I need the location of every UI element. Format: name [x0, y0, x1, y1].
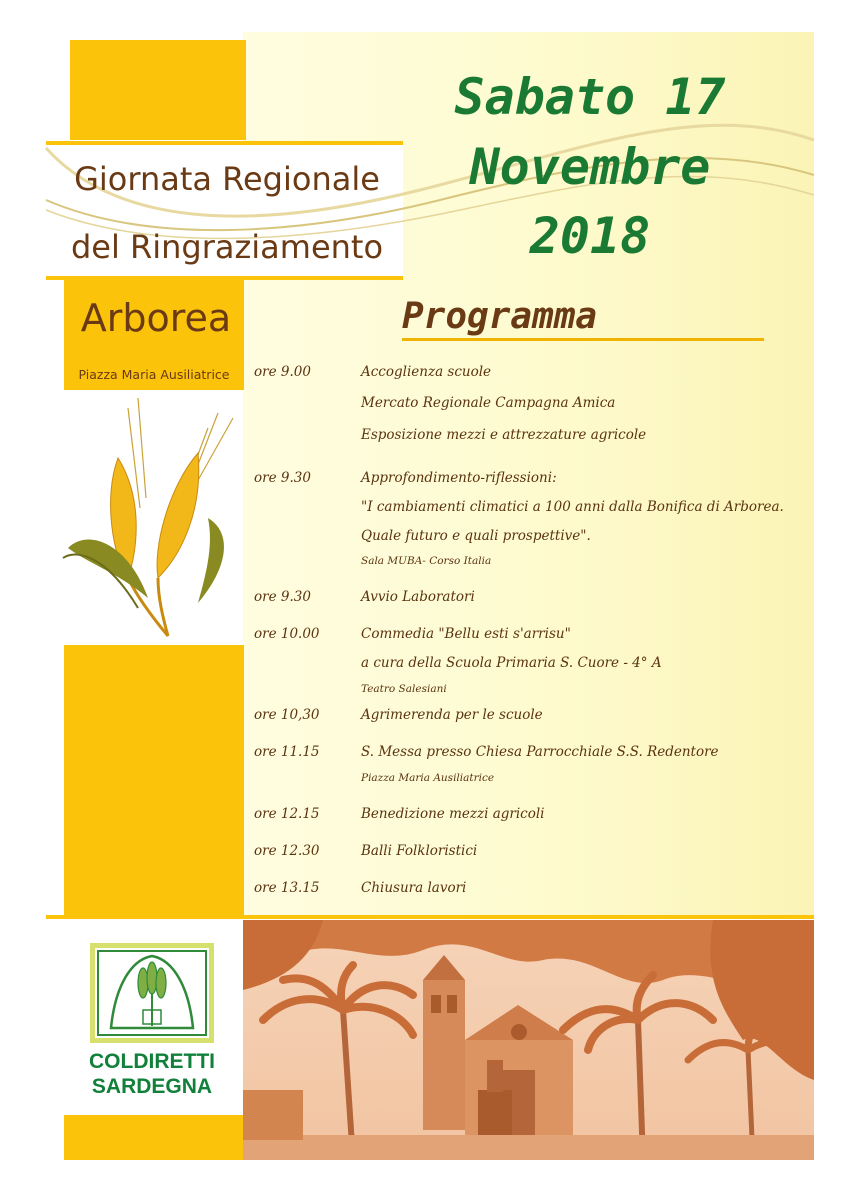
- date-line3: 2018: [529, 207, 651, 265]
- coldiretti-logo: [90, 943, 214, 1043]
- program-line: "I cambiamenti climatici a 100 anni dalla Bonifica di Arborea.: [361, 499, 784, 515]
- date-line2: Novembre: [469, 138, 711, 196]
- logo-text-line2: SARDEGNA: [91, 1075, 213, 1098]
- footer-rule: [46, 915, 814, 919]
- wheat-icon: [58, 398, 248, 643]
- program-time: ore 13.15: [254, 880, 320, 896]
- yellow-block-bottom: [64, 1115, 244, 1160]
- town-name: Arborea: [80, 296, 232, 340]
- program-time: ore 11.15: [254, 744, 320, 760]
- program-note: Teatro Salesiani: [361, 683, 447, 695]
- program-time: ore 9.30: [254, 589, 311, 605]
- program-line: Benedizione mezzi agricoli: [361, 806, 545, 822]
- church-photo: [243, 920, 814, 1160]
- program-time: ore 9.30: [254, 470, 311, 486]
- program-note: Sala MUBA- Corso Italia: [361, 555, 492, 567]
- program-line: S. Messa presso Chiesa Parrocchiale S.S. Redentore: [361, 744, 719, 760]
- program-line: Balli Folkloristici: [361, 843, 478, 859]
- program-line: Approfondimento-riflessioni:: [361, 470, 557, 486]
- date-line1: Sabato 17: [454, 68, 726, 126]
- event-title-line1: Giornata Regionale: [74, 160, 380, 198]
- program-time: ore 12.30: [254, 843, 320, 859]
- programma-underline: [402, 338, 764, 341]
- program-line: Chiusura lavori: [361, 880, 467, 896]
- program-note: Piazza Maria Ausiliatrice: [361, 772, 495, 784]
- program-time: ore 10,30: [254, 707, 320, 723]
- program-line: Accoglienza scuole: [361, 364, 492, 380]
- program-line: a cura della Scuola Primaria S. Cuore - 4° A: [361, 655, 662, 671]
- program-time: ore 12.15: [254, 806, 320, 822]
- program-line: Esposizione mezzi e attrezzature agricole: [361, 427, 647, 443]
- piazza-name: Piazza Maria Ausiliatrice: [78, 367, 230, 382]
- program-time: ore 10.00: [254, 626, 320, 642]
- logo-text-line1: COLDIRETTI: [89, 1050, 215, 1073]
- program-line: Avvio Laboratori: [361, 589, 475, 605]
- event-title-line2: del Ringraziamento: [70, 228, 384, 266]
- program-line: Quale futuro e quali prospettive".: [361, 528, 591, 544]
- programma-title: Programma: [402, 296, 598, 337]
- program-line: Commedia "Bellu esti s'arrisu": [361, 626, 571, 642]
- wheat-emblem-icon: [95, 948, 209, 1038]
- program-time: ore 9.00: [254, 364, 311, 380]
- program-line: Agrimerenda per le scuole: [361, 707, 543, 723]
- yellow-block-middle: [64, 645, 244, 917]
- program-line: Mercato Regionale Campagna Amica: [361, 395, 616, 411]
